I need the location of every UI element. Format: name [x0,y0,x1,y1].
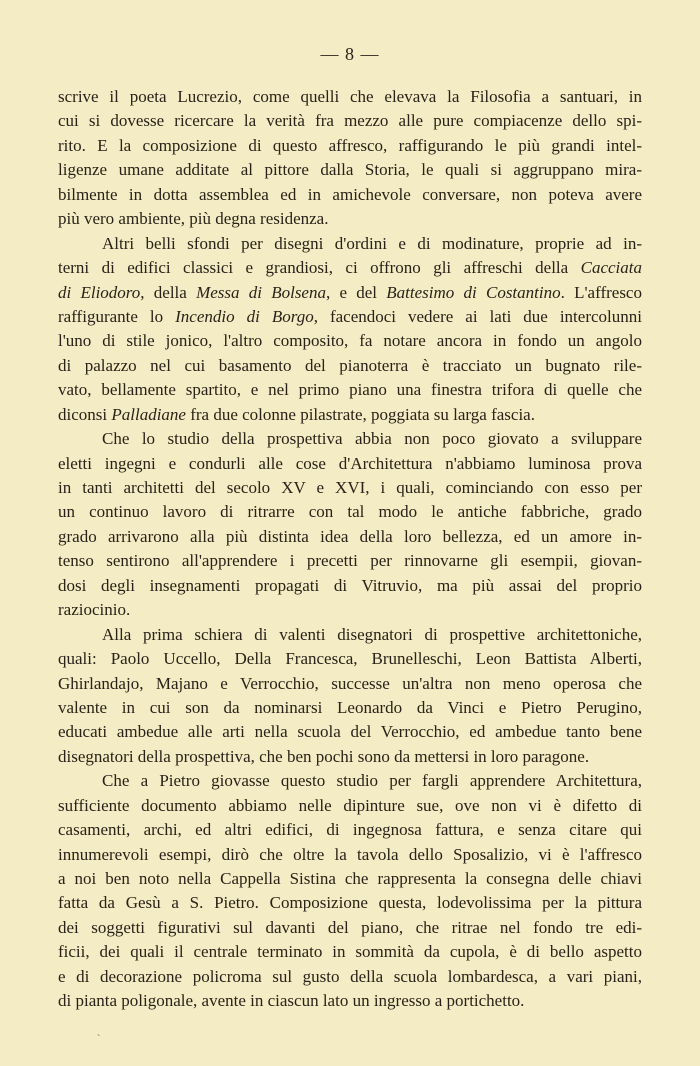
text-segment: disegnatori della prospettiva, che ben pochi sono da mettersi in loro paragone. [58,746,590,766]
text-line [58,647,642,671]
text-line [58,843,642,867]
text-segment: terni di edifici classici e grandiosi, ci offrono gli affreschi della [58,258,581,278]
text-segment: dei soggetti figurativi sul davanti del piano, che ritrae nel fondo tre edi- [58,917,642,937]
text-line [58,256,642,280]
text-segment: , facendoci vedere ai lati due intercolunni [313,306,642,326]
text-segment: tenso sentirono all'apprendere i precetti per rinnovarne gli esempii, giovan- [58,551,642,571]
italic-title: di Eliodoro [58,282,141,302]
text-segment: cui si dovesse ricercare la verità fra mezzo alle pure compiacenze dello spi- [58,111,642,131]
text-segment: più vero ambiente, più degna residenza. [58,209,329,229]
text-line [58,794,642,818]
text-line [58,403,642,427]
text-line [58,329,642,353]
text-line [58,598,642,622]
text-line [58,745,642,769]
text-line [58,965,642,989]
text-segment: ficii, dei quali il centrale terminato in sommità da cupola, è di bello aspetto [58,942,642,962]
text-segment: e di decorazione policroma sul gusto della scuola lombardesca, a vari piani, [58,966,642,986]
text-segment: l'uno di stile jonico, l'altro composito, fa notare ancora in fondo un angolo [58,331,642,351]
text-segment: Alla prima schiera di valenti disegnatori di prospettive architettoniche, [102,624,642,644]
text-line [58,109,642,133]
text-line [58,134,642,158]
text-line [58,378,642,402]
text-segment: fatta da Gesù a S. Pietro. Composizione questa, lodevolissima per la pittura [58,893,642,913]
text-segment: raziocinio. [58,600,131,620]
text-line [58,891,642,915]
text-line [58,452,642,476]
text-segment: un continuo lavoro di ritrarre con tal modo le antiche fabbriche, grado [58,502,642,522]
italic-title: Cacciata [580,258,642,278]
text-segment: Altri belli sfondi per disegni d'ordini e di modinature, proprie ad in- [102,233,642,253]
text-line [58,354,642,378]
text-line [58,207,642,231]
text-line [58,500,642,524]
text-segment: bilmente in dotta assemblea ed in amichevole conversare, non poteva avere [58,184,642,204]
text-line [58,525,642,549]
text-segment: , e del [325,282,387,302]
text-segment: educati ambedue alle arti nella scuola del Verrocchio, ed ambedue tanto bene [58,722,642,742]
text-line [58,305,642,329]
text-segment: sufficiente documento abbiamo nelle dipinture sue, ove non vi è difetto di [58,795,642,815]
body-text [58,85,642,1014]
italic-title: Palladiane [111,404,186,424]
text-line [58,232,642,256]
text-segment: di pianta poligonale, avente in ciascun lato un ingresso a portichetto. [58,991,525,1011]
text-line [58,916,642,940]
text-line [58,183,642,207]
text-line [58,623,642,647]
text-segment: rito. E la composizione di questo affresco, raffigurando le più grandi intel- [58,135,642,155]
text-line [58,549,642,573]
text-segment: Ghirlandajo, Majano e Verrocchio, successe un'altra non meno operosa che [58,673,642,693]
text-segment: Che lo studio della prospettiva abbia non poco giovato a sviluppare [102,429,642,449]
text-line [58,672,642,696]
text-line [58,769,642,793]
italic-title: Battesimo di Costantino [386,282,561,302]
text-segment: quali: Paolo Uccello, Della Francesca, Brunelleschi, Leon Battista Alberti, [58,649,642,669]
text-segment: fra due colonne pilastrate, poggiata su larga fascia. [185,404,535,424]
text-line [58,158,642,182]
text-segment: Che a Pietro giovasse questo studio per fargli apprendere Architettura, [102,771,642,791]
page-number: — 8 — [320,44,380,64]
text-line [58,818,642,842]
text-segment: valente in cui son da nominarsi Leonardo da Vinci e Pietro Perugino, [58,697,642,717]
text-segment: casamenti, archi, ed altri edifici, di ingegnosa fattura, e senza citare qui [58,820,642,840]
text-segment: grado arrivarono alla più distinta idea della loro bellezza, ed un amore in- [58,526,642,546]
text-line [58,989,642,1013]
text-segment: in tanti architetti del secolo XV e XVI, i quali, cominciando con esso per [58,478,642,497]
text-line [58,696,642,720]
italic-title: Messa di Bolsena [196,282,326,302]
text-segment: . L'affresco [560,282,642,302]
text-line [58,940,642,964]
text-segment: dosi degli insegnamenti propagati di Vitruvio, ma più assai del proprio [58,575,642,595]
text-segment: vato, bellamente spartito, e nel primo piano una finestra trifora di quelle che [58,380,642,400]
stray-mark: ` [97,1034,101,1045]
text-segment: a noi ben noto nella Cappella Sistina che rappresenta la consegna delle chiavi [58,869,642,888]
text-segment: diconsi [58,404,112,424]
text-segment: , della [140,282,197,302]
text-line [58,427,642,451]
text-segment: scrive il poeta Lucrezio, come quelli che elevava la Filosofia a santuari, in [58,87,642,106]
text-line [58,720,642,744]
text-segment: eletti ingegni e condurli alle cose d'Architettura n'abbiamo luminosa prova [58,453,642,473]
text-line [58,574,642,598]
text-segment: ligenze umane additate al pittore dalla Storia, le quali si aggruppano mira- [58,160,642,180]
text-line [58,476,642,500]
text-line [58,85,642,109]
text-segment: raffigurante lo [58,306,176,326]
text-segment: di palazzo nel cui basamento del pianoterra è tracciato un bugnato rile- [58,355,642,375]
text-line [58,867,642,891]
text-line [58,281,642,305]
text-segment: innumerevoli esempi, dirò che oltre la tavola dello Sposalizio, vi è l'affresco [58,844,642,864]
italic-title: Incendio di Borgo [175,306,314,326]
